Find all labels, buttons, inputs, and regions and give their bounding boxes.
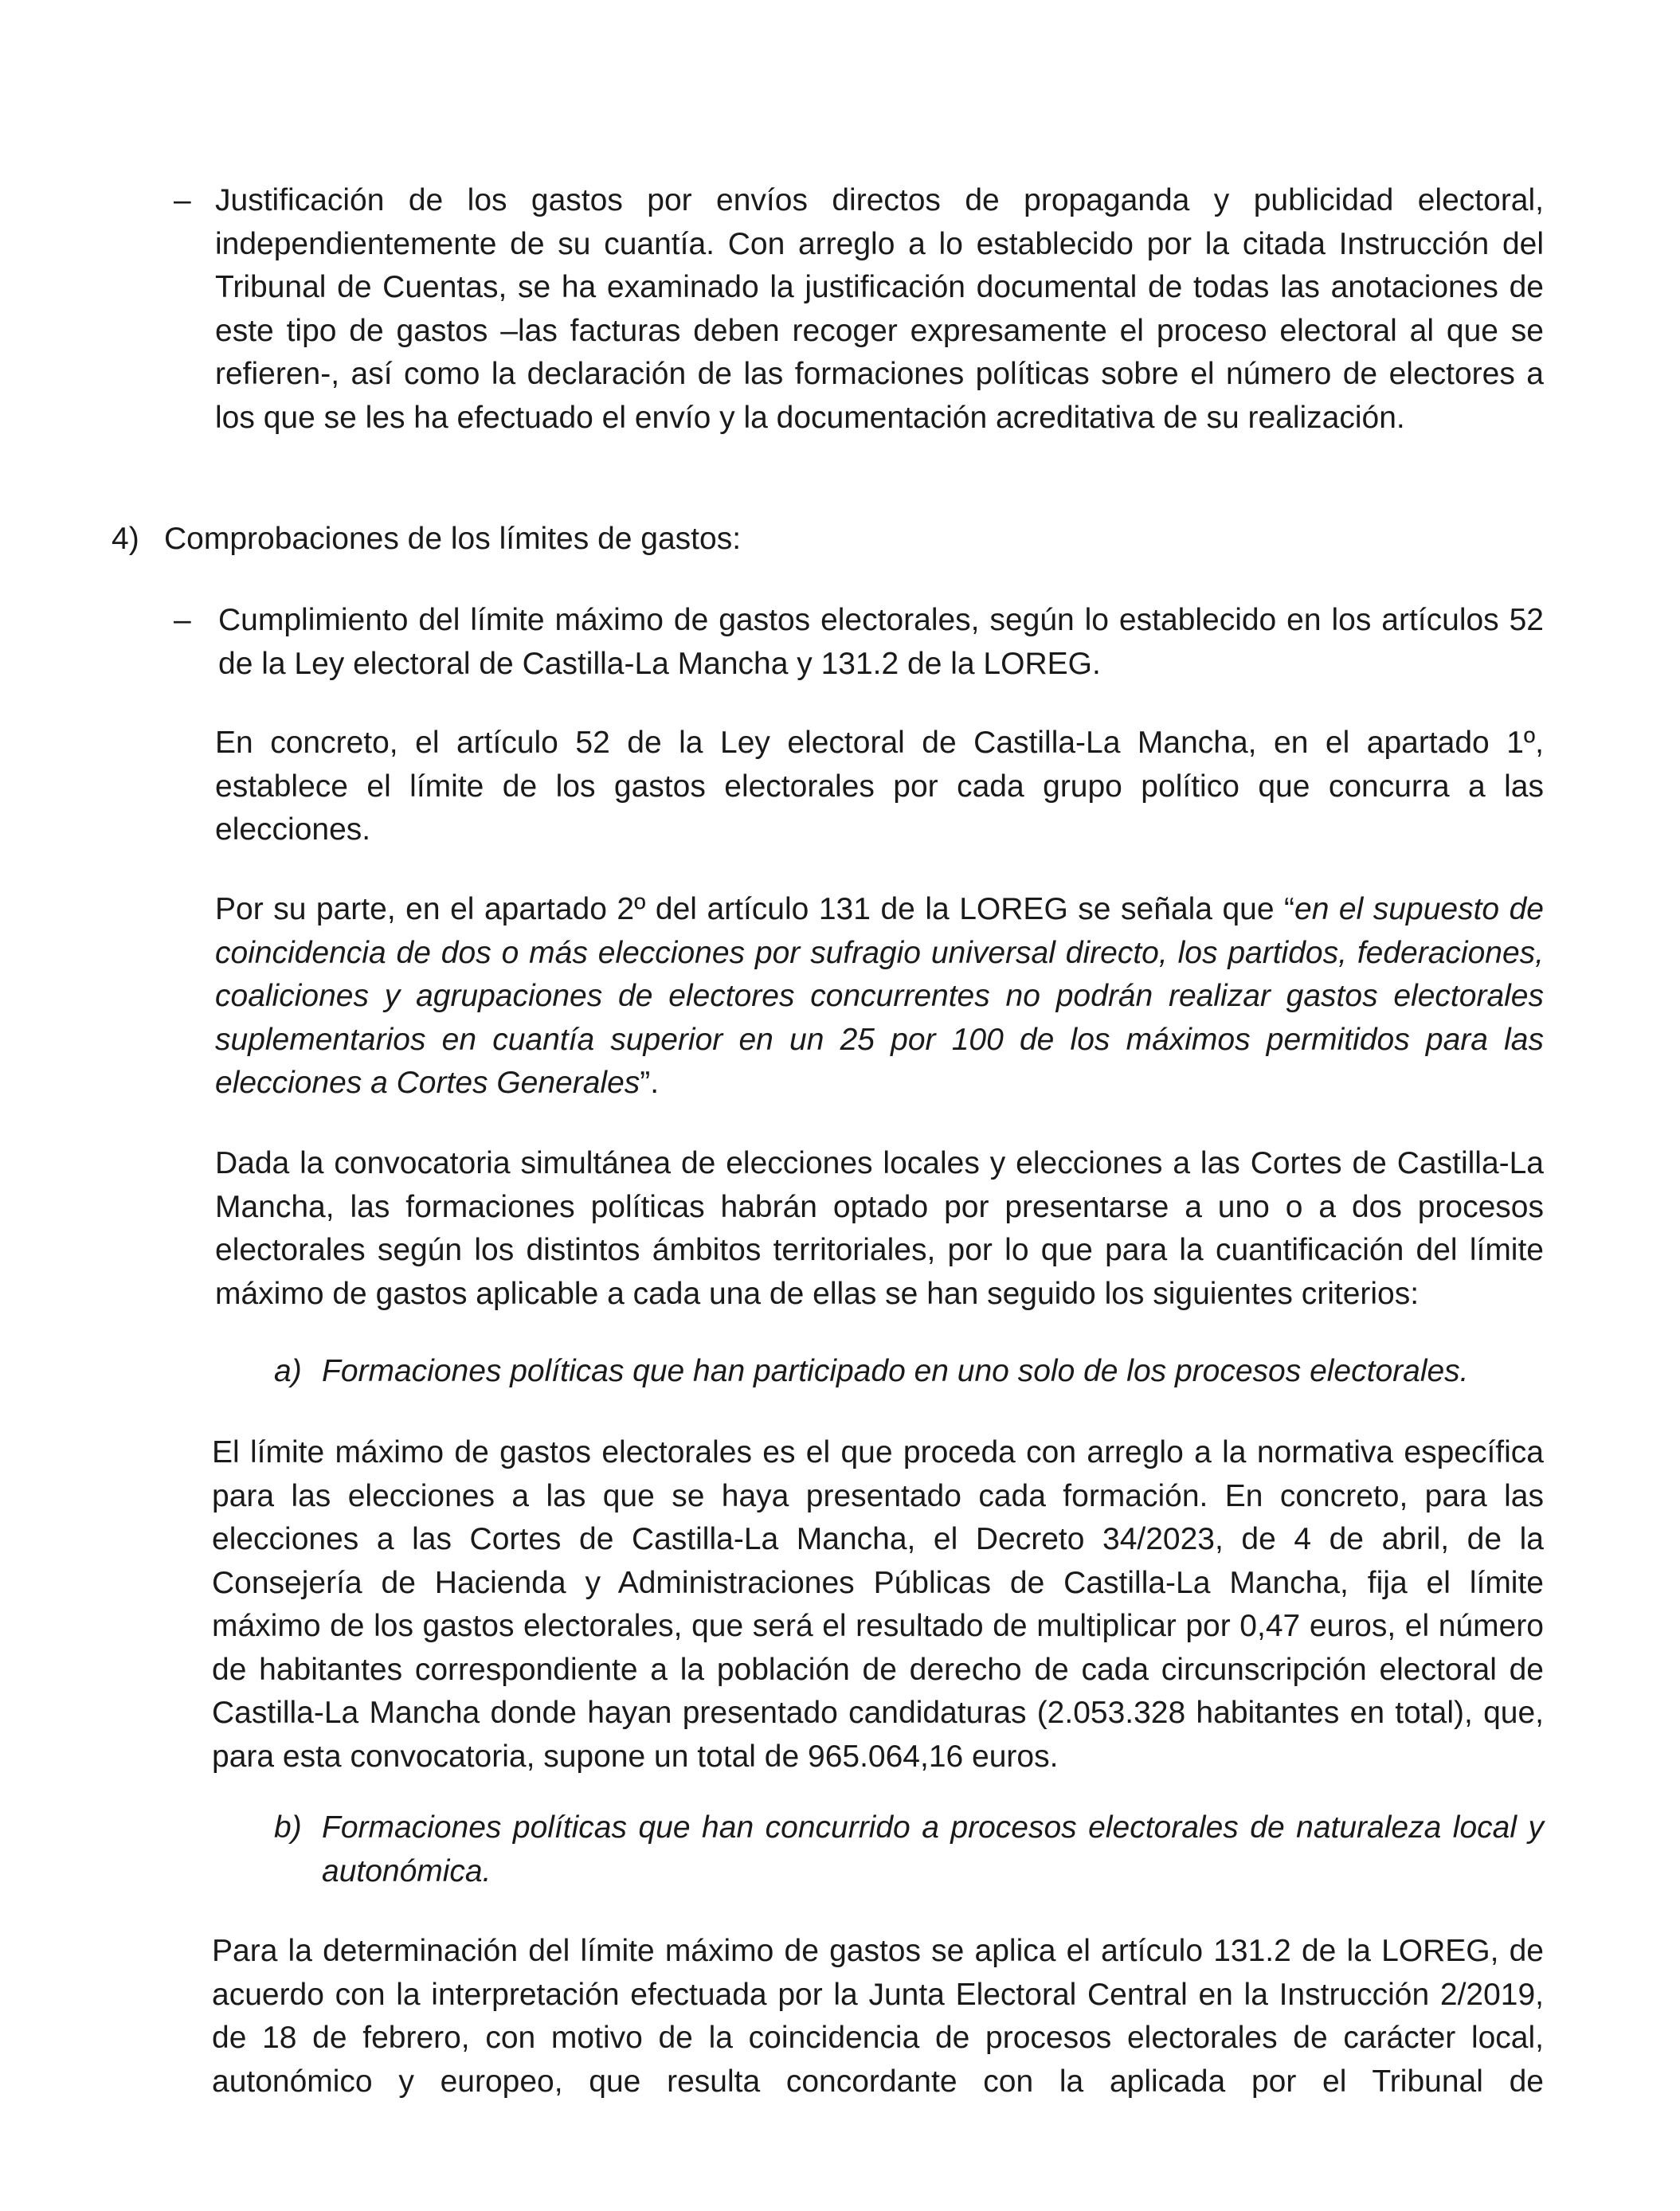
paragraph-determinacion: Para la determinación del límite máximo de gastos se aplica el artículo 131.2 de la LOREG, de acuerdo con la interpretación efectuada por la Junta Electoral Central en la Instrucción 2/2019, de 18 de febrero, con motivo de la coincidencia de procesos electorales de carácter local, autonómico y europeo, que resulta concordante con la aplicada por el Tribunal de (212, 1934, 1544, 2099)
paragraph-convocatoria: Dada la convocatoria simultánea de elecciones locales y elecciones a las Cortes de Castilla-La Mancha, las formaciones políticas habrán optado por presentarse a uno o a dos procesos electorales según los distintos ámbitos territoriales, por lo que para la cuantificación del límite máximo de gastos aplicable a cada una de ellas se han seguido los siguientes criterios: (215, 1146, 1544, 1311)
loreg-quote: en el supuesto de coincidencia de dos o más elecciones por sufragio universal directo, los partidos, federaciones, coaliciones y agrupaciones de electores concurrentes no podrán realizar gastos electorales suplementarios en cuantía superior en un 25 por 100 de los máximos permitidos para las elecciones a Cortes Generales (215, 892, 1544, 1100)
bullet-marker: – (174, 183, 191, 217)
paragraph-tail: ”. (640, 1066, 660, 1100)
bullet-text-limite-maximo: Cumplimiento del límite máximo de gastos electorales, según lo establecido en los artículos 52 de la Ley electoral de Castilla-La Mancha y 131.2 de la LOREG. (218, 603, 1544, 681)
item-label-b: b) (274, 1810, 302, 1845)
section-number: 4) (112, 522, 139, 556)
section-heading: Comprobaciones de los límites de gastos: (164, 522, 742, 556)
item-text-b: Formaciones políticas que han concurrido a procesos electorales de naturaleza local y autonómica. (322, 1810, 1544, 1888)
paragraph-articulo-52: En concreto, el artículo 52 de la Ley electoral de Castilla-La Mancha, en el apartado 1º, establece el límite de los gastos electorales por cada grupo político que concurra a las elecciones. (215, 726, 1544, 847)
paragraph-articulo-131 (215, 888, 1544, 1106)
paragraph-limite-especifico: El límite máximo de gastos electorales es el que proceda con arreglo a la normativa específica para las elecciones a las que se haya presentado cada formación. En concreto, para las elecciones a las Cortes de Castilla-La Mancha, el Decreto 34/2023, de 4 de abril, de la Consejería de Hacienda y Administraciones Públicas de Castilla-La Mancha, fija el límite máximo de los gastos electorales, que será el resultado de multiplicar por 0,47 euros, el número de habitantes correspondiente a la población de derecho de cada circunscripción electoral de Castilla-La Mancha donde hayan presentado candidaturas (2.053.328 habitantes en total), que, para esta convocatoria, supone un total de 965.064,16 euros. (212, 1435, 1544, 1774)
paragraph-lead: Por su parte, en el apartado 2º del artículo 131 de la LOREG se señala que “ (215, 892, 1295, 926)
item-label-a: a) (274, 1354, 302, 1388)
item-text-a: Formaciones políticas que han participado en uno solo de los procesos electorales. (322, 1354, 1469, 1388)
bullet-text-envios-directos: Justificación de los gastos por envíos directos de propaganda y publicidad electoral, independientemente de su cuantía. Con arreglo a lo establecido por la citada Instrucción del Tribunal de Cuentas, se ha examinado la justificación documental de todas las anotaciones de este tipo de gastos –las facturas deben recoger expresamente el proceso electoral al que se refieren-, así como la declaración de las formaciones políticas sobre el número de electores a los que se les ha efectuado el envío y la documentación acreditativa de su realización. (215, 183, 1544, 435)
bullet-marker: – (174, 603, 191, 637)
